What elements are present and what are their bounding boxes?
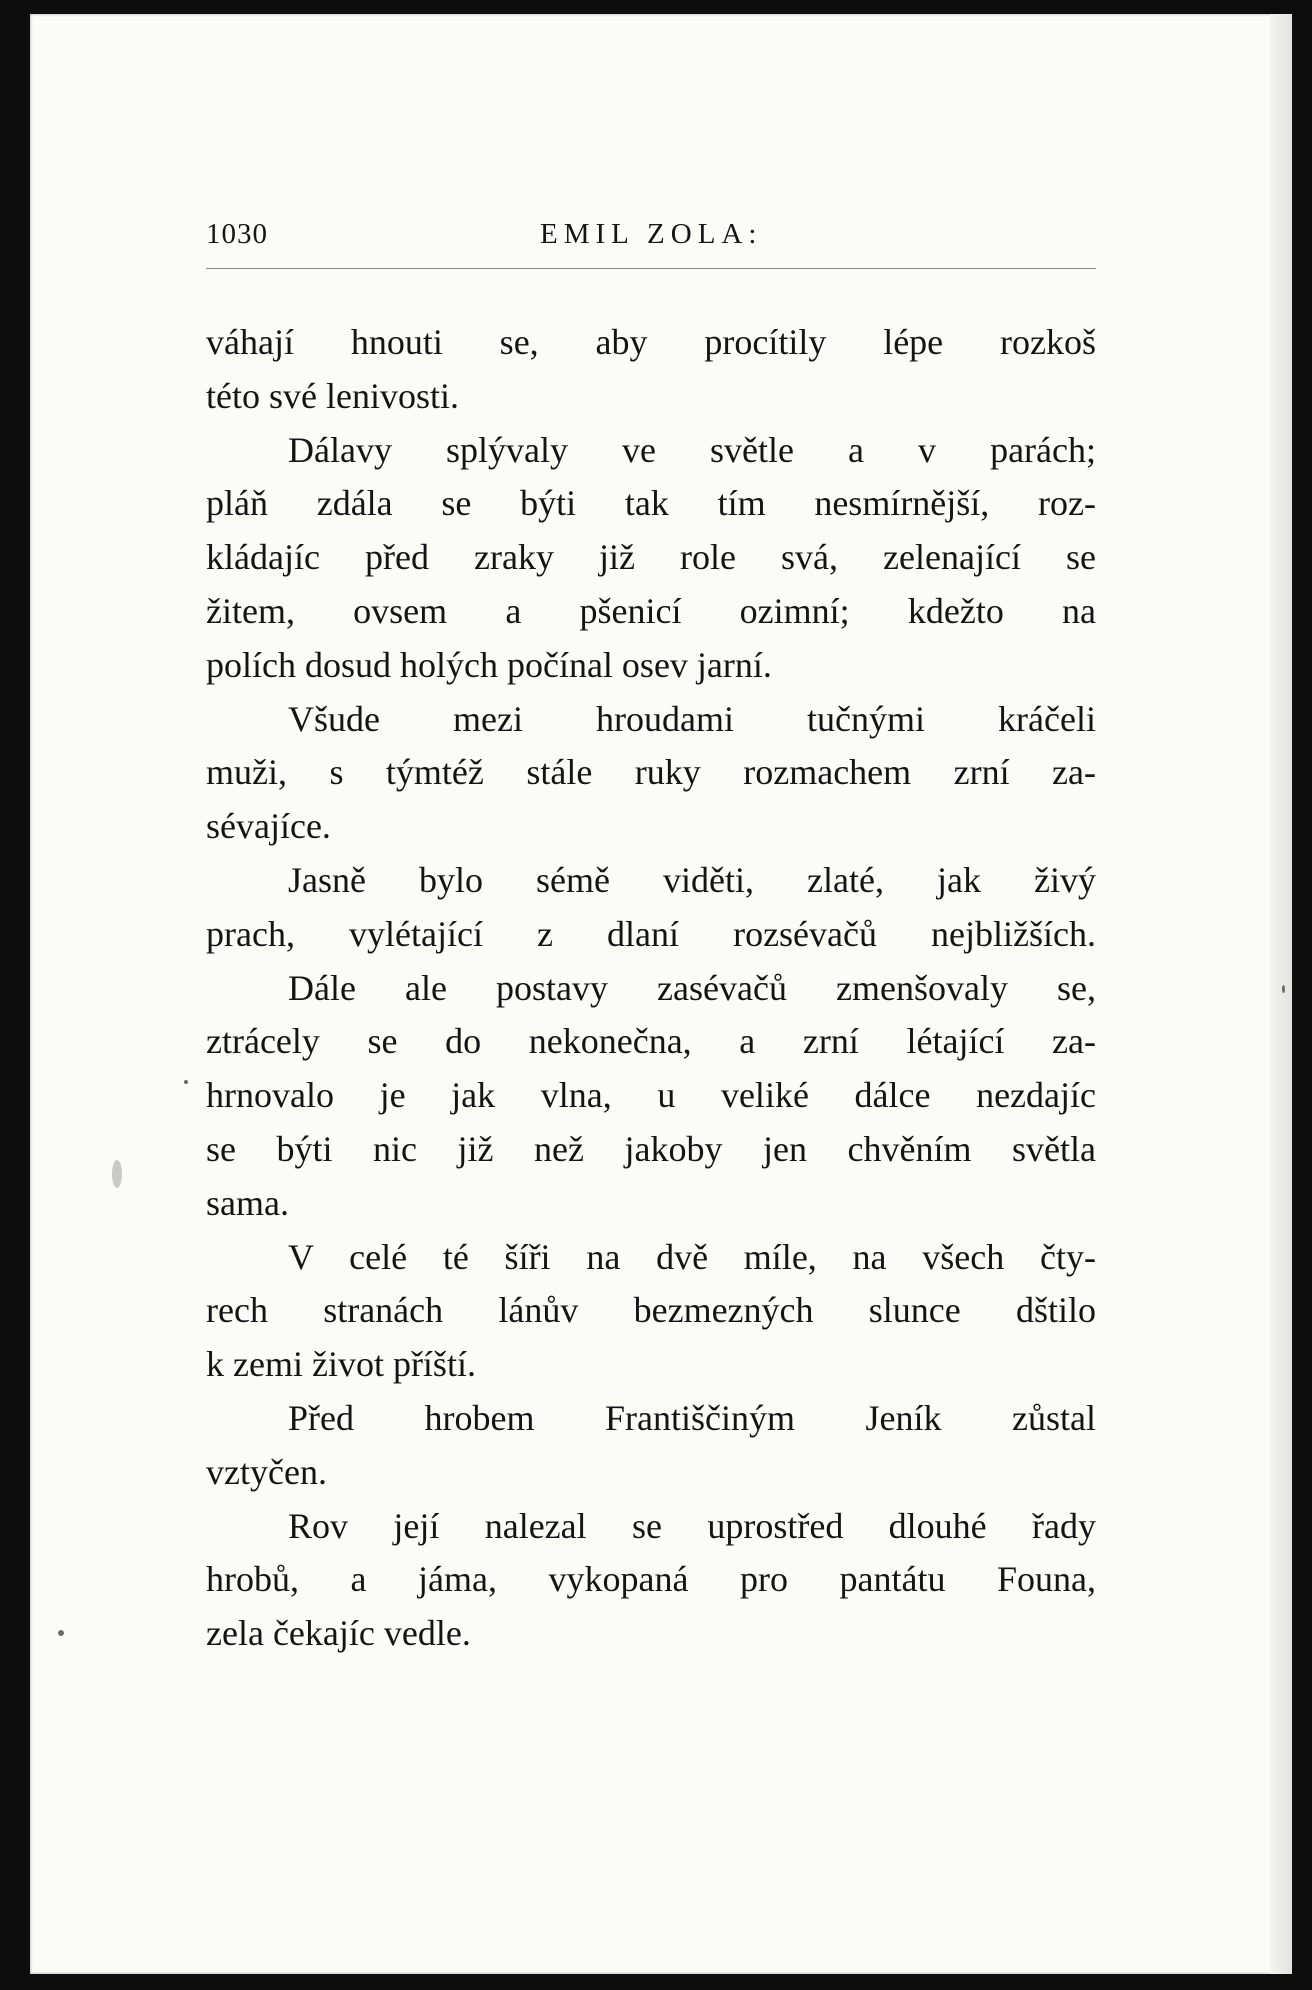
scan-speck bbox=[184, 1080, 188, 1084]
header-rule bbox=[206, 268, 1096, 269]
page-edge-shadow bbox=[1270, 14, 1292, 1974]
scan-speck bbox=[112, 1160, 122, 1188]
text-line: váhají hnouti se, aby procítily lépe rozkoš bbox=[206, 322, 1096, 362]
text-line: Dálavy splývaly ve světle a v parách; bbox=[288, 429, 1096, 470]
text-line: Před hrobem Františčiným Jeník zůstal bbox=[288, 1397, 1096, 1438]
scan-speck bbox=[58, 1630, 64, 1636]
text-line: hrobů, a jáma, vykopaná pro pantátu Founa, bbox=[206, 1559, 1096, 1600]
text-line: Dále ale postavy zasévačů zmenšovaly se, bbox=[288, 967, 1096, 1008]
text-line: sama. bbox=[206, 1182, 289, 1223]
text-line: této své lenivosti. bbox=[206, 375, 459, 416]
text-line: k zemi život příští. bbox=[206, 1344, 476, 1385]
text-line: zela čekajíc vedle. bbox=[206, 1613, 471, 1654]
text-line: hrnovalo je jak vlna, u veliké dálce nezdajíc bbox=[206, 1075, 1096, 1116]
text-line: rech stranách lánův bezmezných slunce dštilo bbox=[206, 1290, 1096, 1331]
text-line: pláň zdála se býti tak tím nesmírnější, roz- bbox=[206, 483, 1096, 524]
text-line: kládajíc před zraky již role svá, zelenající se bbox=[206, 537, 1096, 578]
page-number: 1030 bbox=[206, 218, 268, 250]
text-line: prach, vylétající z dlaní rozsévačů nejbližších. bbox=[206, 913, 1096, 954]
scan-speck bbox=[1282, 985, 1285, 993]
body-text bbox=[206, 316, 1096, 1661]
running-head bbox=[206, 218, 1096, 258]
text-line: Všude mezi hroudami tučnými kráčeli bbox=[288, 698, 1096, 739]
text-line: se býti nic již než jakoby jen chvěním světla bbox=[206, 1128, 1096, 1169]
text-line: vztyčen. bbox=[206, 1451, 327, 1492]
text-line: Rov její nalezal se uprostřed dlouhé řady bbox=[288, 1505, 1096, 1546]
text-line: muži, s týmtéž stále ruky rozmachem zrní za- bbox=[206, 752, 1096, 793]
text-line: ztrácely se do nekonečna, a zrní létající za- bbox=[206, 1021, 1096, 1062]
text-line: Jasně bylo sémě viděti, zlaté, jak živý bbox=[288, 859, 1096, 900]
text-line: V celé té šíři na dvě míle, na všech čty- bbox=[288, 1236, 1096, 1277]
running-title: EMIL ZOLA: bbox=[540, 218, 763, 250]
text-line: polích dosud holých počínal osev jarní. bbox=[206, 644, 772, 685]
text-line: sévajíce. bbox=[206, 806, 331, 847]
text-line: žitem, ovsem a pšenicí ozimní; kdežto na bbox=[206, 590, 1096, 631]
